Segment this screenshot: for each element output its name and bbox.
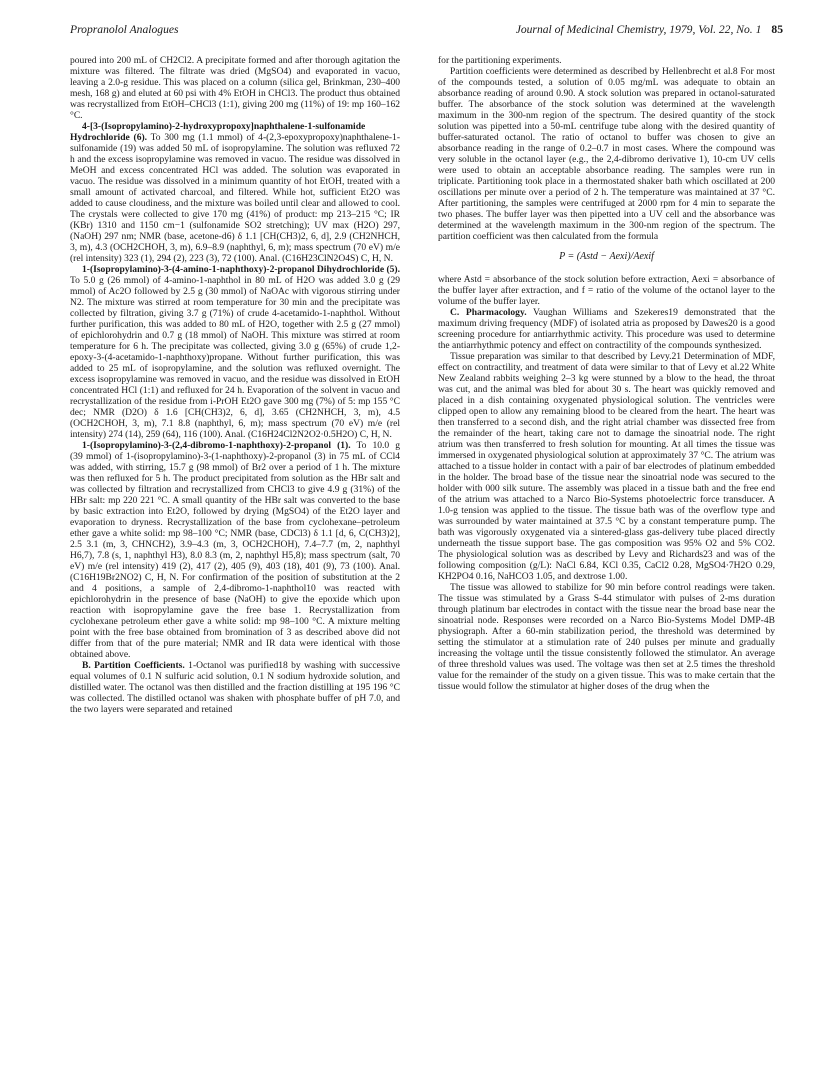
page-number: 85 [771,23,783,36]
paragraph-text: Vaughan Williams and Szekeres19 demonstrated that the maximum driving frequency (MDF) of isolated atria as proposed by Dawes20 is a good screening procedure for antiarrhythmic activity. This procedure was used to determine the antiarrhythmic potency and effect on contractility of the compounds synthesized. [438,307,775,351]
left-column [70,55,400,1065]
paragraph [438,351,775,582]
paragraph [438,55,775,66]
paragraph [438,274,775,307]
paragraph-text: where Astd = absorbance of the stock solution before extraction, Aexi = absorbance of the buffer layer after extraction, and f = ratio of the volume of the octanol layer to the volume of the buffer layer. [438,274,775,307]
paragraph [438,582,775,692]
journal-citation: Journal of Medicinal Chemistry, 1979, Vol. 22, No. 1 [515,23,762,36]
right-column [438,55,775,1065]
partition-formula: P = (Astd − Aexi)/Aexif [559,251,654,262]
section-heading: B. Partition Coefficients. [82,660,185,671]
paragraph-text: To 300 mg (1.1 mmol) of 4-(2,3-epoxypropoxy)naphthalene-1-sulfonamide (19) was added 50 mL of isopropylamine. The solution was refluxed 72 h and the excess isopropylamine was removed in vacuo. The residue was dissolved in MeOH and excess concentrated HCl was added. The solution was evaporated in vacuo. The residue was dissolved in a minimum quantity of hot EtOH, treated with a small amount of activated charcoal, and filtered. While hot, sufficient Et2O was added to cause cloudiness, and the mixture was boiled until clear and allowed to cool. The crystals were collected to give 170 mg (41%) of product: mp 213–215 °C; IR (KBr) 1310 and 1150 cm−1 (sulfonamide SO2 stretching); UV max (H2O) 297, (NaOH) 297 nm; NMR (base, acetone-d6) δ 1.1 [CH(CH3)2, 6, d], 2.9 (CH2NHCH, 3, m), 4.3 (OCH2CHOH, 3, m), 6.9–8.9 (naphthyl, 6, m); mass spectrum (70 eV) m/e (rel intensity) 323 (1), 294 (2), 223 (3), 72 (100). Anal. (C16H23ClN2O4S) C, H, N. [70,132,400,264]
section-heading: 4-[3-(Isopropylamino)-2-hydroxypropoxy]naphthalene-1-sulfonamide Hydrochloride (6). [70,121,366,143]
section-heading: 1-(Isopropylamino)-3-(2,4-dibromo-1-naphthoxy)-2-propanol (1). [82,440,351,451]
running-title: Propranolol Analogues [70,23,179,36]
paragraph [438,307,775,351]
paragraph [438,66,775,242]
paragraph-text: Tissue preparation was similar to that described by Levy.21 Determination of MDF, effect on contractility, and treatment of data were similar to that of Levy et al.22 White New Zealand rabbits weighing 2–3 kg were stunned by a blow to the head, the throat was cut, and the animal was bled for about 30 s. The heart was quickly removed and placed in a dish containing oxygenated physiological solution. The ventricles were clipped open to allow any remaining blood to be cleared from the heart. The heart was then transferred to a second dish, and the right atrial chamber was dissected free from the remainder of the heart, taking care not to damage the sinoatrial node. The right atrium was then transferred to fresh solution for mounting. At all times the tissue was immersed in oxygenated physiological solution at approximately 37 °C. The atrium was attached to a tissue holder in contact with a pair of bar electrodes of platinum embedded in the holder. The broad base of the tissue near the sinoatrial node was secured to the holder with 000 silk suture. The assembly was placed in a tissue bath and the free end of the atrium was attached to a Narco Bio-Systems photoelectric force transducer. A 1.0-g tension was applied to the tissue. The tissue bath was of the overflow type and was surrounded by water maintained at 37.5 °C by a constant temperature pump. The bath was vigorously oxygenated via a sintered-glass gas-delivery tube placed directly underneath the tissue support base. The gas composition was 95% O2 and 5% CO2. The physiological solution was as described by Levy and Richards23 and was of the following composition (g/L): NaCl 6.84, KCl 0.35, CaCl2 0.28, MgSO4·7H2O 0.29, KH2PO4 0.16, NaHCO3 1.05, and dextrose 1.00. [438,351,775,582]
paragraph-text: To 5.0 g (26 mmol) of 4-amino-1-naphthol in 80 mL of H2O was added 3.0 g (29 mmol) of Ac2O followed by 2.5 g (30 mmol) of NaOAc with vigorous stirring under N2. The mixture was stirred at room temperature for 30 min and the precipitate was collected by filtration, giving 3.7 g (71%) of crude 4-acetamido-1-naphthol. Without further purification, this was added to 80 mL of H2O, together with 2.5 g (27 mmol) of epichlorohydrin and 0.7 g (18 mmol) of NaOH. This mixture was stirred at room temperature for 6 h. The precipitate was collected, giving 3.0 g (65%) of crude 1,2-epoxy-3-(4-acetamido-1-naphthoxy)propane. Without further purification, this was added to 25 mL of isopropylamine, and the solution was refluxed overnight. The excess isopropylamine was removed in vacuo, and the residue was dissolved in EtOH concentrated HCl (1:1) and refluxed for 24 h. Evaporation of the solvent in vacuo and recrystallization of the residue from i-PrOH Et2O gave 300 mg (7%) of 5: mp 155 °C dec; NMR (D2O) δ 1.6 [CH(CH3)2, 6, d], 3.65 (CH2NHCH, 3, m), 4.5 (OCH2CHOH, 3, m), 7.1 8.8 (naphthyl, 6, m); mass spectrum (70 eV) m/e (rel intensity) 274 (14), 259 (64), 116 (100). Anal. (C16H24Cl2N2O2·0.5H2O) C, H, N. [70,275,400,440]
paragraph-text: 1-Octanol was purified18 by washing with successive equal volumes of 0.1 N sulfuric acid solution, 0.1 N sodium hydroxide solution, and distilled water. The octanol was then distilled and the fraction distilling at 195 196 °C was collected. The distilled octanol was shaken with phosphate buffer of pH 7.0, and the two layers were separated and retained [70,660,400,715]
paragraph-text: Partition coefficients were determined as described by Hellenbrecht et al.8 For most of the compounds tested, a solution of 0.05 mg/mL was adequate to obtain an absorbance reading of around 0.90. A stock solution was prepared in octanol-saturated buffer. The absorbance of the stock solution was determined at the wavelength maximum in the 300-nm region of the spectrum. The desired quantity of the stock solution was pipetted into a 50-mL centrifuge tube along with the desired quantity of buffer-saturated octanol. The ratio of octanol to buffer was chosen to give an absorbance reading in the range of 0.2–0.7 in most cases. Where the compound was very soluble in the octanol layer (e.g., the 2,4-dibromo derivative 1), 10-cm UV cells were used to obtain an acceptable absorbance reading. The samples were run in triplicate. Partitioning took place in a thermostated shaker bath which oscillated at 200 oscillations per minute over a period of 2 h. The temperature was maintained at 37 °C. After partitioning, the samples were centrifuged at 2000 rpm for 4 min to separate the two phases. The buffer layer was then pipetted into a UV cell and the absorbance was determined at the wavelength maximum in the 300-nm region of the spectrum. The partition coefficient was then calculated from the formula [438,66,775,242]
journal-citation-group [516,23,783,36]
pharmacology-text [438,274,775,692]
paragraph-text: To 10.0 g (39 mmol) of 1-(isopropylamino)-3-(1-naphthoxy)-2-propanol (3) in 75 mL of CCl4 was added, with stirring, 15.7 g (98 mmol) of Br2 over a period of 1 h. The mixture was then refluxed for 5 h. The product precipitated from solution as the HBr salt and was collected by filtration and recrystallized from CHCl3 to give 4.9 g (31%) of the HBr salt: mp 220 221 °C. A small quantity of the HBr salt was converted to the base by basic extraction into Et2O, followed by drying (MgSO4) of the Et2O layer and evaporation to dryness. Recrystallization of the base from cyclohexane–petroleum ether gave a white solid: mp 98–100 °C; NMR (base, CDCl3) δ 1.1 [d, 6, C(CH3)2], 2.5 3.1 (m, 3, CHNCH2), 3.9–4.3 (m, 3, OCH2CHOH), 7.4–7.7 (m, 2, naphthyl H6,7), 7.8 (s, 1, naphthyl H3), 8.0 8.3 (m, 2, naphthyl H5,8); mass spectrum (salt, 70 eV) m/e (rel intensity) 419 (2), 417 (2), 405 (9), 403 (18), 401 (9), 73 (100). Anal. (C16H19Br2NO2) C, H, N. For confirmation of the position of substitution at the 2 and 4 positions, a sample of 2,4-dibromo-1-naphthol10 was reacted with epichlorohydrin in the presence of base (NaOH) to give the epoxide which upon reaction with isopropylamine gave the free base 1. Recrystallization from cyclohexane petroleum ether gave a white solid: mp 98–100 °C. A mixture melting point with the free base obtained from bromination of 3 as described above did not differ from that of the pure material; NMR and IR data were identical with those obtained above. [70,440,400,660]
paragraph [70,440,400,660]
paragraph [70,660,400,715]
paragraph [70,55,400,121]
paragraph [70,121,400,264]
section-heading: C. Pharmacology. [450,307,527,318]
paragraph-text: The tissue was allowed to stabilize for 90 min before control readings were taken. The tissue was stimulated by a Grass S-44 stimulator with pulses of 2-ms duration through platinum bar electrodes in contact with the tissue near the broad base near the sinoatrial node. Responses were recorded on a Narco Bio-Systems Model DMP-4B physiograph. After a 60-min stabilization period, the threshold was determined by setting the stimulator at a stimulation rate of 240 pulses per minute and gradually increasing the voltage until the tissue consistently followed the stimulator. An average of three threshold values was used. The voltage was then set at 2.5 times the threshold value for the remainder of the study on a given tissue. This was to make certain that the tissue would follow the stimulator at higher doses of the drug when the [438,582,775,692]
partition-text [438,55,775,242]
paragraph-text: for the partitioning experiments. [438,55,562,66]
paragraph [70,264,400,440]
running-header [70,23,783,39]
paragraph-text: poured into 200 mL of CH2Cl2. A precipitate formed and after thorough agitation the mixture was filtered. The filtrate was dried (MgSO4) and evaporated in vacuo, leaving a 2.0-g residue. This was placed on a column (silica gel, Brinkman, 230–400 mesh, 168 g) and eluted at 60 psi with 4% EtOH in CHCl3. The product thus obtained was recrystallized from EtOH–CHCl3 (1:1), giving 200 mg (11%) of 19: mp 160–162 °C. [70,55,400,121]
section-heading: 1-(Isopropylamino)-3-(4-amino-1-naphthoxy)-2-propanol Dihydrochloride (5). [82,264,400,275]
